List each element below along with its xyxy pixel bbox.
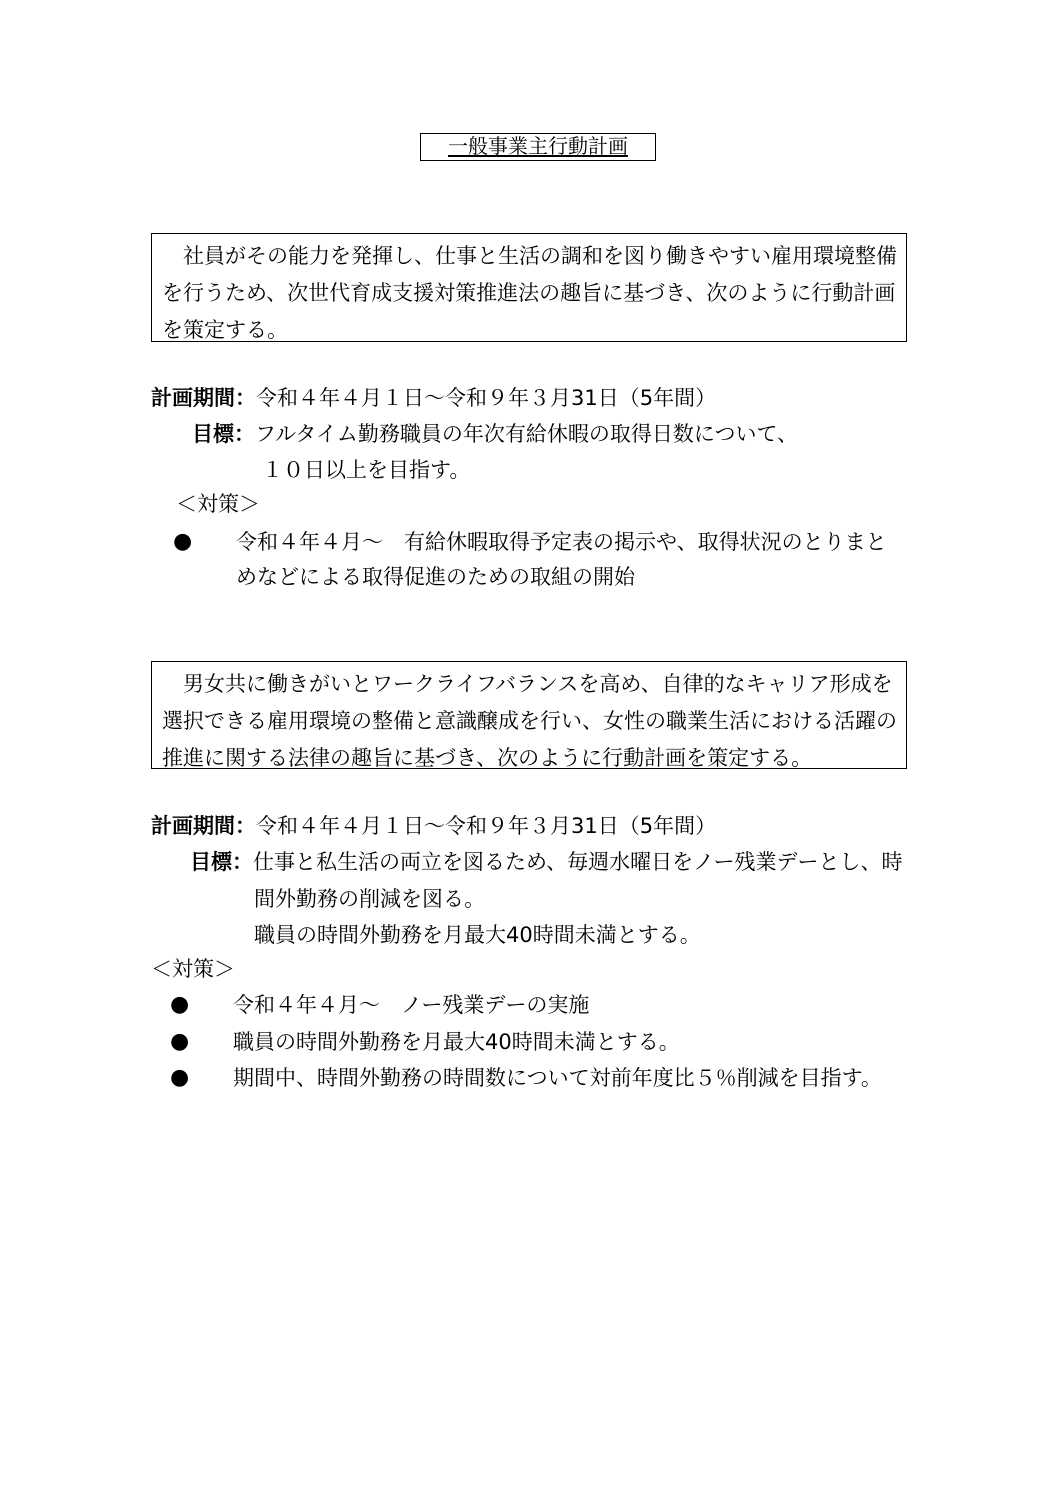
section1-intro-text: 社員がその能力を発揮し、仕事と生活の調和を図り働きやすい雇用環境整備を行うため、次世代育成支援対策推進法の趣旨に基づき、次のように行動計画を策定する。	[162, 244, 897, 342]
section2-intro-text: 男女共に働きがいとワークライフバランスを高め、自律的なキャリア形成を選択できる雇用環境の整備と意識醸成を行い、女性の職業生活における活躍の推進に関する法律の趣旨に基づき、次のように行動計画を策定する。	[162, 672, 897, 770]
section2-measure-bullet: ●	[170, 992, 190, 1017]
section2-goal	[190, 847, 903, 877]
section2-goal-label: 目標：	[190, 850, 253, 874]
section1-goal-label: 目標：	[192, 422, 255, 446]
section2-measure-bullet: ●	[170, 1065, 190, 1090]
section1-goal-line2: １０日以上を目指す。	[262, 458, 471, 482]
section1-measures-label: ＜対策＞	[176, 492, 260, 516]
section1-intro-box	[151, 233, 907, 342]
section2-goal-line3: 職員の時間外勤務を月最大40時間未満とする。	[254, 923, 701, 947]
section1-goal-line1: フルタイム勤務職員の年次有給休暇の取得日数について、	[255, 422, 799, 446]
section2-period	[151, 811, 716, 841]
section2-period-value: 令和４年４月１日～令和９年３月31日（5年間）	[256, 814, 717, 838]
section1-measure-line2: めなどによる取得促進のための取組の開始	[236, 565, 635, 589]
section1-measure-bullet: ●	[173, 529, 193, 554]
section2-measure-bullet: ●	[170, 1029, 190, 1054]
section2-intro-box	[151, 661, 907, 769]
section1-period-label: 計画期間：	[151, 386, 256, 410]
section1-period	[151, 383, 716, 413]
section1-measure-line1: 令和４年４月～ 有給休暇取得予定表の掲示や、取得状況のとりまと	[236, 530, 887, 554]
document-title	[420, 133, 656, 161]
section2-measure-item: 令和４年４月～ ノー残業デーの実施	[233, 993, 590, 1017]
section2-goal-line1: 仕事と私生活の両立を図るため、毎週水曜日をノー残業デーとし、時	[253, 850, 903, 874]
section2-measure-item: 期間中、時間外勤務の時間数について対前年度比５％削減を目指す。	[233, 1066, 882, 1090]
section1-goal	[192, 419, 798, 449]
section2-measure-item: 職員の時間外勤務を月最大40時間未満とする。	[233, 1030, 680, 1054]
section2-goal-line2: 間外勤務の削減を図る。	[254, 887, 485, 911]
section1-period-value: 令和４年４月１日～令和９年３月31日（5年間）	[256, 386, 717, 410]
section2-period-label: 計画期間：	[151, 814, 256, 838]
section2-measures-label: ＜対策＞	[151, 957, 235, 981]
document-title-text: 一般事業主行動計画	[448, 134, 628, 158]
